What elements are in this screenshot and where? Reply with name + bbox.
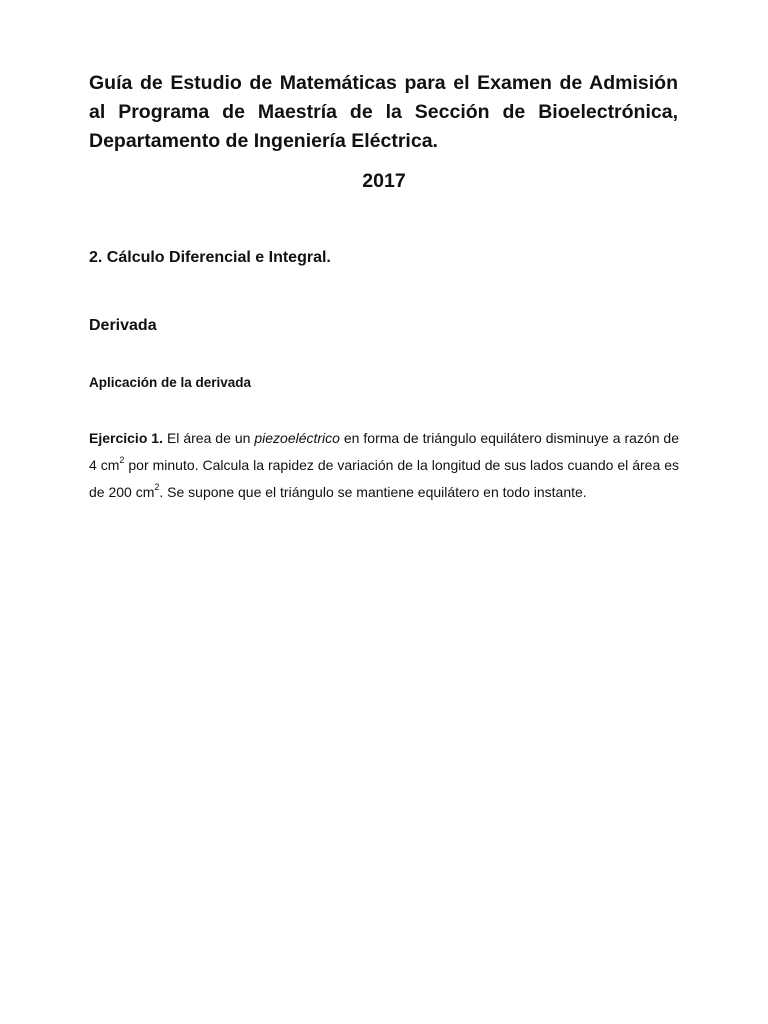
document-title: Guía de Estudio de Matemáticas para el Examen de Admisión al Programa de Maestría de la Sección de Bioelectrónica, Departamento de Ingeniería Eléctrica. xyxy=(89,72,678,152)
exercise-superscript-1: 2 xyxy=(119,455,125,466)
section-heading: 2. Cálculo Diferencial e Integral. xyxy=(89,249,331,266)
exercise-emphasis: piezoeléctrico xyxy=(254,430,340,446)
exercise-superscript-2: 2 xyxy=(154,482,160,493)
exercise-paragraph xyxy=(89,425,679,506)
subsection-heading: Derivada xyxy=(89,317,157,334)
exercise-text-1: El área de un xyxy=(163,430,255,446)
exercise-text-3: por minuto. Calcula la rapidez de variación de la longitud de sus lados cuando el área es de 200 cm xyxy=(89,457,680,500)
document-year: 2017 xyxy=(362,170,406,192)
exercise-label: Ejercicio 1. xyxy=(89,430,163,446)
exercise-text-4: . Se supone que el triángulo se mantiene equilátero en todo instante. xyxy=(159,484,587,500)
subsubsection-heading: Aplicación de la derivada xyxy=(89,375,252,390)
exercise-text-2: en forma de triángulo equilátero disminuye a razón de 4 cm xyxy=(89,430,679,473)
